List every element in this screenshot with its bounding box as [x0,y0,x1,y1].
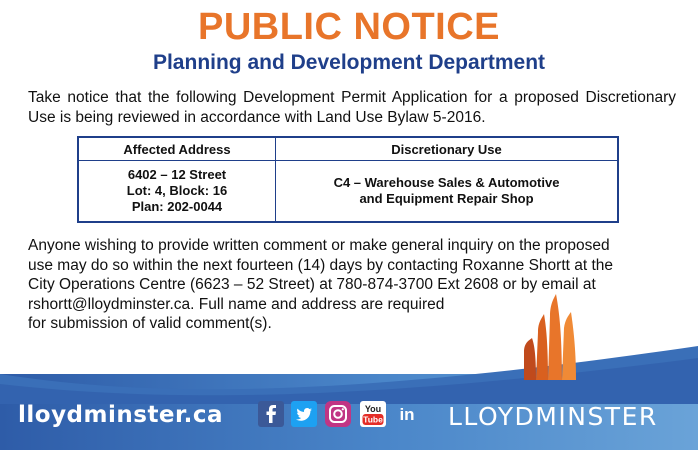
department-heading: Planning and Development Department [152,51,546,74]
address-cell [78,161,276,223]
linkedin-text: in [399,405,415,424]
use-line: and Equipment Repair Shop [359,191,534,206]
header-affected-address: Affected Address [78,137,276,161]
twitter-icon[interactable] [291,401,317,427]
lloydminster-logo [516,292,586,380]
use-line: C4 – Warehouse Sales & Automotive [333,175,560,190]
use-cell [276,161,619,223]
address-line: 6402 – 12 Street [127,167,227,182]
table-row [78,161,618,223]
application-table [77,136,619,223]
website-link[interactable]: lloydminster.ca [18,402,223,428]
comment-line: use may do so within the next fourteen (14) days by contacting Roxanne Shortt at the [28,256,614,274]
brand-wordmark: LLOYDMINSTER [448,402,658,431]
youtube-you-text: You [364,404,382,414]
comment-line: for submission of valid comment(s). [28,315,272,332]
header-discretionary-use: Discretionary Use [276,137,619,161]
comment-line: rshortt@lloydminster.ca. Full name and address are required [28,295,445,313]
instagram-icon[interactable] [325,401,351,427]
footer-wave [0,344,698,404]
youtube-icon[interactable] [360,401,386,427]
comment-line: Anyone wishing to provide written comment or make general inquiry on the proposed [28,237,610,254]
youtube-tube-text: Tube [363,414,383,425]
address-line: Plan: 202-0044 [131,199,223,214]
address-line: Lot: 4, Block: 16 [126,183,228,198]
linkedin-icon[interactable] [394,401,420,427]
intro-paragraph: Take notice that the following Development Permit Application for a proposed Discretionary Use is being reviewed in accordance with Land Use Bylaw 5-2016. [28,89,676,126]
notice-title: PUBLIC NOTICE [197,6,501,48]
facebook-icon[interactable] [258,401,284,427]
table-header-row [78,137,618,161]
comment-line: City Operations Centre (6623 – 52 Street) at 780-874-3700 Ext 2608 or by email at [28,276,596,293]
